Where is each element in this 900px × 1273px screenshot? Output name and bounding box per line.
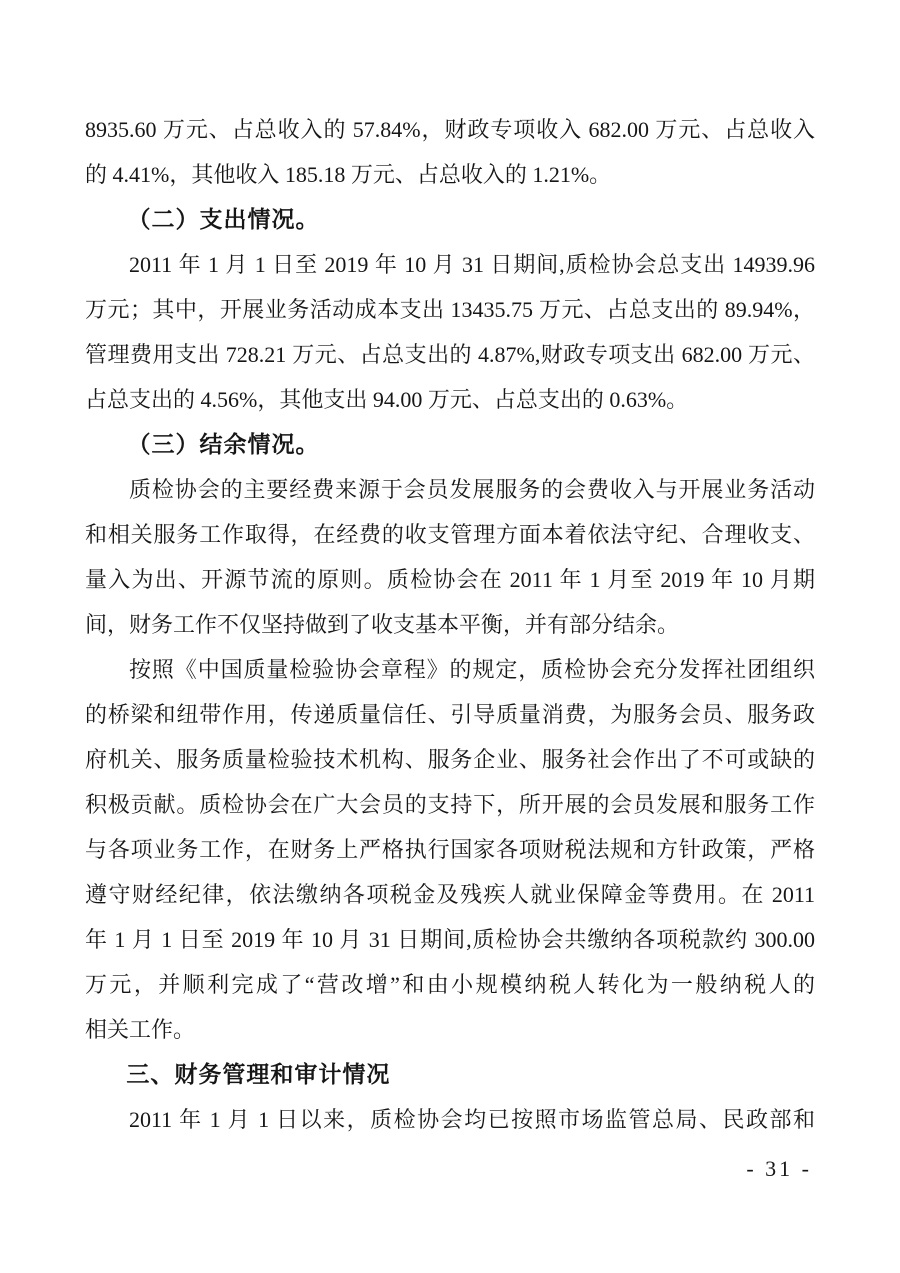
text-line: 2011 年 1 月 1 日以来，质检协会均已按照市场监管总局、民政部和 (129, 1107, 815, 1132)
text-line: 相关工作。 (85, 1017, 196, 1042)
text-line: 2011 年 1 月 1 日至 2019 年 10 月 31 日期间,质检协会总支出 14939.96 (129, 252, 815, 277)
text-line: 间，财务工作不仅坚持做到了收支基本平衡，并有部分结余。 (85, 612, 680, 637)
text-line: 府机关、服务质量检验技术机构、服务企业、服务社会作出了不可或缺的 (85, 747, 815, 772)
text-line: 占总支出的 4.56%，其他支出 94.00 万元、占总支出的 0.63%。 (85, 387, 689, 412)
text-line: 与各项业务工作，在财务上严格执行国家各项财税法规和方针政策，严格 (85, 837, 815, 862)
text-line: 万元；其中，开展业务活动成本支出 13435.75 万元、占总支出的 89.94%， (85, 297, 815, 322)
text-line: 量入为出、开源节流的原则。质检协会在 2011 年 1 月至 2019 年 10 月期 (85, 567, 815, 592)
text-line: 的桥梁和纽带作用，传递质量信任、引导质量消费，为服务会员、服务政 (85, 702, 815, 727)
text-line: 按照《中国质量检验协会章程》的规定，质检协会充分发挥社团组织 (129, 657, 815, 682)
text-line: 万元，并顺利完成了“营改增”和由小规模纳税人转化为一般纳税人的 (85, 972, 815, 997)
text-line: 管理费用支出 728.21 万元、占总支出的 4.87%,财政专项支出 682.00 万元、 (85, 342, 815, 367)
subsection-heading-balance: （三）结余情况。 (127, 432, 320, 457)
text-line: 8935.60 万元、占总收入的 57.84%，财政专项收入 682.00 万元、占总收入 (85, 117, 815, 142)
text-line: 年 1 月 1 日至 2019 年 10 月 31 日期间,质检协会共缴纳各项税款约 300.00 (85, 927, 815, 952)
page-number: - 31 - (746, 1156, 812, 1181)
text-line: 质检协会的主要经费来源于会员发展服务的会费收入与开展业务活动 (129, 477, 815, 502)
text-line: 的 4.41%，其他收入 185.18 万元、占总收入的 1.21%。 (85, 162, 612, 187)
text-line: 积极贡献。质检协会在广大会员的支持下，所开展的会员发展和服务工作 (85, 792, 815, 817)
section-heading-finance-audit: 三、财务管理和审计情况 (126, 1061, 391, 1087)
text-line: 和相关服务工作取得，在经费的收支管理方面本着依法守纪、合理收支、 (85, 522, 815, 547)
subsection-heading-expenditure: （二）支出情况。 (127, 207, 320, 232)
text-line: 遵守财经纪律，依法缴纳各项税金及残疾人就业保障金等费用。在 2011 (85, 882, 815, 907)
